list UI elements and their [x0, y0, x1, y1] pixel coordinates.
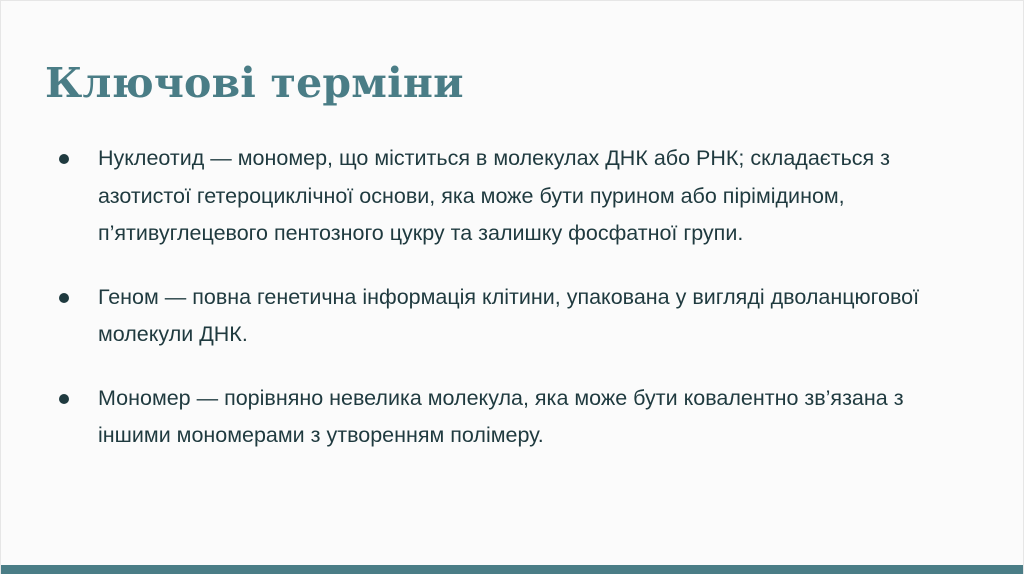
bullet-item-nucleotide [57, 140, 972, 253]
bullet-dot-icon [59, 293, 69, 303]
bullet-dot-icon [59, 394, 69, 404]
bullet-text: Нуклеотид — мономер, що міститься в молекулах ДНК або РНК; складається з азотистої гетероциклічної основи, яка може бути пурином або пірімідином, п’ятивуглецевого пентозного цукру та залишку фосфатної групи. [98, 146, 891, 245]
slide-title: Ключові терміни [45, 59, 464, 107]
bullet-list [57, 140, 972, 481]
bullet-text: Мономер — порівняно невелика молекула, яка може бути ковалентно зв’язана з іншими мономерами з утворенням полімеру. [98, 385, 904, 447]
bullet-item-monomer [57, 380, 972, 455]
bullet-item-genome [57, 279, 972, 354]
bottom-accent-bar [1, 565, 1023, 574]
bullet-dot-icon [59, 154, 69, 164]
bullet-text: Геном — повна генетична інформація клітини, упакована у вигляді дволанцюгової молекули ДНК. [98, 284, 920, 346]
